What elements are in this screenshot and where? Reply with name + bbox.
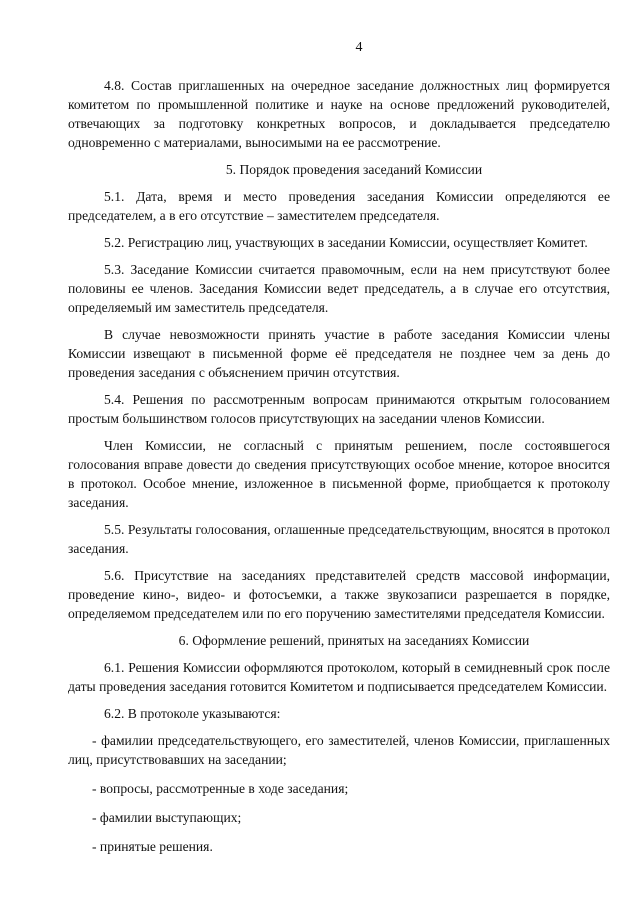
list-item: - вопросы, рассмотренные в ходе заседания;	[92, 781, 349, 796]
list-item: - принятые решения.	[92, 839, 213, 854]
paragraph-5-2: 5.2. Регистрацию лиц, участвующих в заседании Комиссии, осуществляет Комитет.	[104, 235, 588, 250]
section-5-title: 5. Порядок проведения заседаний Комиссии	[225, 162, 483, 177]
paragraph-4-8: 4.8. Состав приглашенных на очередное заседание должностных лиц формируется комитетом по промышленной политике и науке на основе предложений руководителей, отвечающих за подготовку конкретных вопросов, и докладывается председателю одновременно с материалами, выносимыми на ее рассмотрение.	[68, 78, 610, 150]
paragraph-6-1: 6.1. Решения Комиссии оформляются протоколом, который в семидневный срок после даты проведения заседания готовится Комитетом и подписывается председателем Комиссии.	[68, 660, 610, 694]
paragraph-5-6: 5.6. Присутствие на заседаниях представителей средств массовой информации, проведение кино-, видео- и фотосъемки, а также звукозаписи разрешается в порядке, определяемом председателем или по его поручению заместителями председателя Комиссии.	[68, 568, 610, 621]
list-item: - фамилии председательствующего, его заместителей, членов Комиссии, приглашенных лиц, присутствовавших на заседании;	[68, 733, 610, 767]
paragraph-5-1: 5.1. Дата, время и место проведения заседания Комиссии определяются ее председателем, а в его отсутствие – заместителем председателя.	[68, 189, 610, 223]
paragraph-5-3-continued: В случае невозможности принять участие в работе заседания Комиссии члены Комиссии извещают в письменной форме её председателя не позднее чем за день до проведения заседания с объяснением причин отсутствия.	[68, 327, 610, 380]
paragraph-5-5: 5.5. Результаты голосования, оглашенные председательствующим, вносятся в протокол заседания.	[68, 522, 610, 556]
paragraph-5-4: 5.4. Решения по рассмотренным вопросам принимаются открытым голосованием простым большинством голосов присутствующих на заседании членов Комиссии.	[68, 392, 610, 426]
paragraph-5-3: 5.3. Заседание Комиссии считается правомочным, если на нем присутствуют более половины ее членов. Заседания Комиссии ведет председатель, а в случае его отсутствия, определяемый им заместитель председателя.	[68, 262, 610, 315]
list-item: - фамилии выступающих;	[92, 810, 242, 825]
section-6-title: 6. Оформление решений, принятых на заседаниях Комиссии	[178, 633, 530, 648]
page-number: 4	[355, 40, 363, 55]
paragraph-5-4-continued: Член Комиссии, не согласный с принятым решением, после состоявшегося голосования вправе довести до сведения присутствующих особое мнение, которое вносится в протокол. Особое мнение, изложенное в письменной форме, приобщается к протоколу заседания.	[68, 438, 610, 510]
paragraph-6-2: 6.2. В протоколе указываются:	[104, 706, 281, 721]
